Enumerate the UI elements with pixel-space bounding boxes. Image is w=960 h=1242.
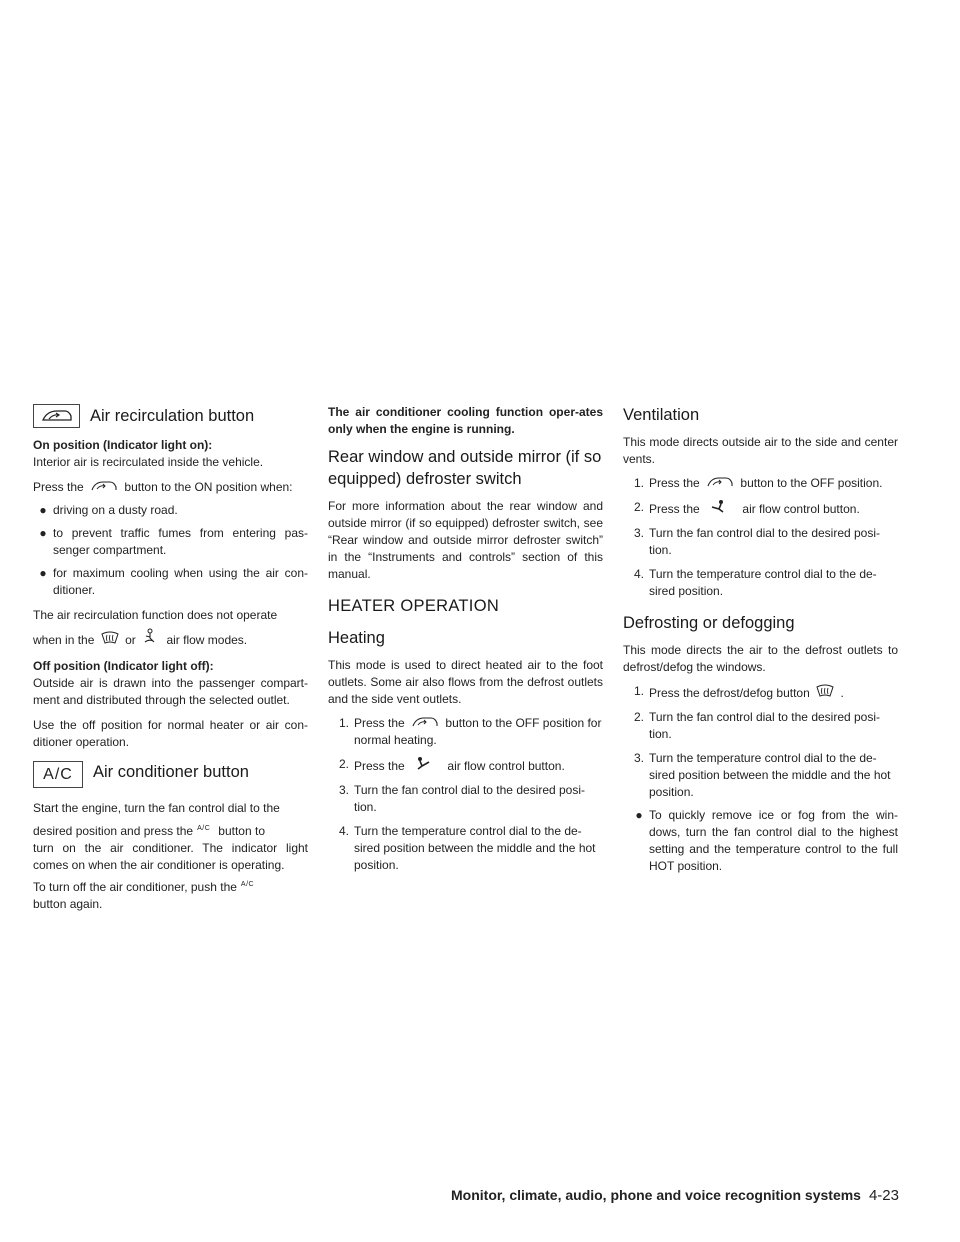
modes-text: when in the or air flow modes. [33, 628, 308, 649]
section-title: Monitor, climate, audio, phone and voice recognition systems [451, 1187, 861, 1203]
bullet-dot: ● [39, 566, 47, 580]
ac-icon-box: A/C [33, 761, 83, 788]
recirculation-icon [705, 476, 735, 489]
rear-defroster-title: Rear window and outside mirror (if so equipped) defroster switch [328, 448, 602, 488]
column-2 [328, 404, 603, 874]
ac-small-icon: A/C [197, 825, 211, 832]
press-on-text: Press the button to the ON position when: [33, 480, 293, 494]
interior-air-text: Interior air is recirculated inside the vehicle. [33, 455, 264, 469]
heating-step: 1. Press the button to the OFF position for normal heating. [338, 716, 602, 747]
defrosting-title: Defrosting or defogging [623, 614, 795, 632]
ventilation-step: 3. Turn the fan control dial to the desired posi-tion. [633, 526, 881, 557]
recirculation-icon-box [33, 404, 80, 428]
recirculation-icon [39, 408, 75, 424]
recirculation-icon [410, 716, 440, 729]
bullet-item: ● for maximum cooling when using the air con-ditioner. [33, 565, 308, 599]
recirculation-icon [89, 480, 119, 493]
defrost-icon [100, 630, 120, 646]
start-engine-line-2: desired position and press the $^{A/C}$ button to [33, 824, 265, 838]
turn-off-text: To turn off the air conditioner, push the $^{A/C}$ [33, 880, 255, 894]
defrost-icon [815, 683, 835, 699]
bullet-item: ● driving on a dusty road. [33, 502, 308, 519]
start-engine-line-1: Start the engine, turn the fan control dial to the [33, 801, 280, 815]
off-position-heading: Off position (Indicator light off): [33, 659, 214, 673]
ac-title: Air conditioner button [93, 762, 249, 781]
rear-defroster-text: For more information about the rear window and outside mirror (if so equipped) defroster switch, see “Rear window and outside mirror defroster switch” in the “Instruments and controls” section of this manual. [328, 499, 603, 581]
outside-air-text: Outside air is drawn into the passenger compart-ment and distributed through the selected outlet. [33, 676, 308, 707]
defrosting-text: This mode directs the air to the defrost outlets to defrost/defog the windows. [623, 643, 898, 674]
heating-step: 4. Turn the temperature control dial to the de-sired position between the middle and the hot position. [338, 824, 596, 872]
ventilation-step: 4. Turn the temperature control dial to the de-sired position. [633, 567, 877, 598]
page-footer [451, 1187, 899, 1204]
not-operate-text: The air recirculation function does not operate [33, 608, 278, 622]
on-position-heading: On position (Indicator light on): [33, 438, 213, 452]
column-1 [33, 404, 308, 913]
defrost-step: 2. Turn the fan control dial to the desired posi-tion. [633, 710, 881, 741]
bullet-dot: ● [39, 503, 47, 517]
use-off-text: Use the off position for normal heater or air con-ditioner operation. [33, 718, 308, 749]
button-again-text: button again. [33, 897, 103, 911]
heating-title: Heating [328, 629, 385, 647]
column-3 [623, 404, 898, 875]
ac-small-icon: A/C [240, 881, 255, 888]
defrost-step: 3. Turn the temperature control dial to the de-sired position between the middle and the hot position. [633, 751, 891, 799]
bullet-dot: ● [635, 808, 643, 822]
ventilation-step: 1. Press the button to the OFF position. [633, 476, 883, 490]
ventilation-title: Ventilation [623, 406, 700, 424]
cooling-note: The air conditioner cooling function oper-ates only when the engine is running. [328, 405, 603, 436]
heating-step: 3. Turn the fan control dial to the desired posi-tion. [338, 783, 586, 814]
recirc-header [33, 404, 308, 428]
bullet-dot: ● [39, 526, 47, 540]
heater-operation-title: HEATER OPERATION [328, 597, 500, 615]
start-engine-line-3: turn on the air conditioner. The indicator light comes on when the air conditioner is operating. [33, 841, 308, 872]
foot-icon [414, 756, 432, 772]
defrost-step: 1. Press the defrost/defog button . [633, 684, 844, 700]
ventilation-step: 2. Press the air flow control button. [633, 500, 860, 516]
recirc-title: Air recirculation button [90, 407, 255, 425]
heating-step: 2. Press the air flow control button. [338, 757, 565, 773]
ventilation-text: This mode directs outside air to the side and center vents. [623, 435, 898, 466]
foot-defrost-icon [141, 628, 161, 646]
bullet-item: ● to prevent traffic fumes from entering pas-senger compartment. [33, 525, 308, 559]
heating-text: This mode is used to direct heated air to the foot outlets. Some air also flows from the defrost outlets and the side vent outlets. [328, 658, 603, 706]
page-number: 4-23 [868, 1187, 899, 1204]
vent-icon [709, 499, 727, 515]
ac-header [33, 761, 308, 788]
defrost-bullet: ● To quickly remove ice or fog from the win-dows, turn the fan control dial to the highest setting and the temperature control to the full HOT position. [629, 807, 898, 875]
